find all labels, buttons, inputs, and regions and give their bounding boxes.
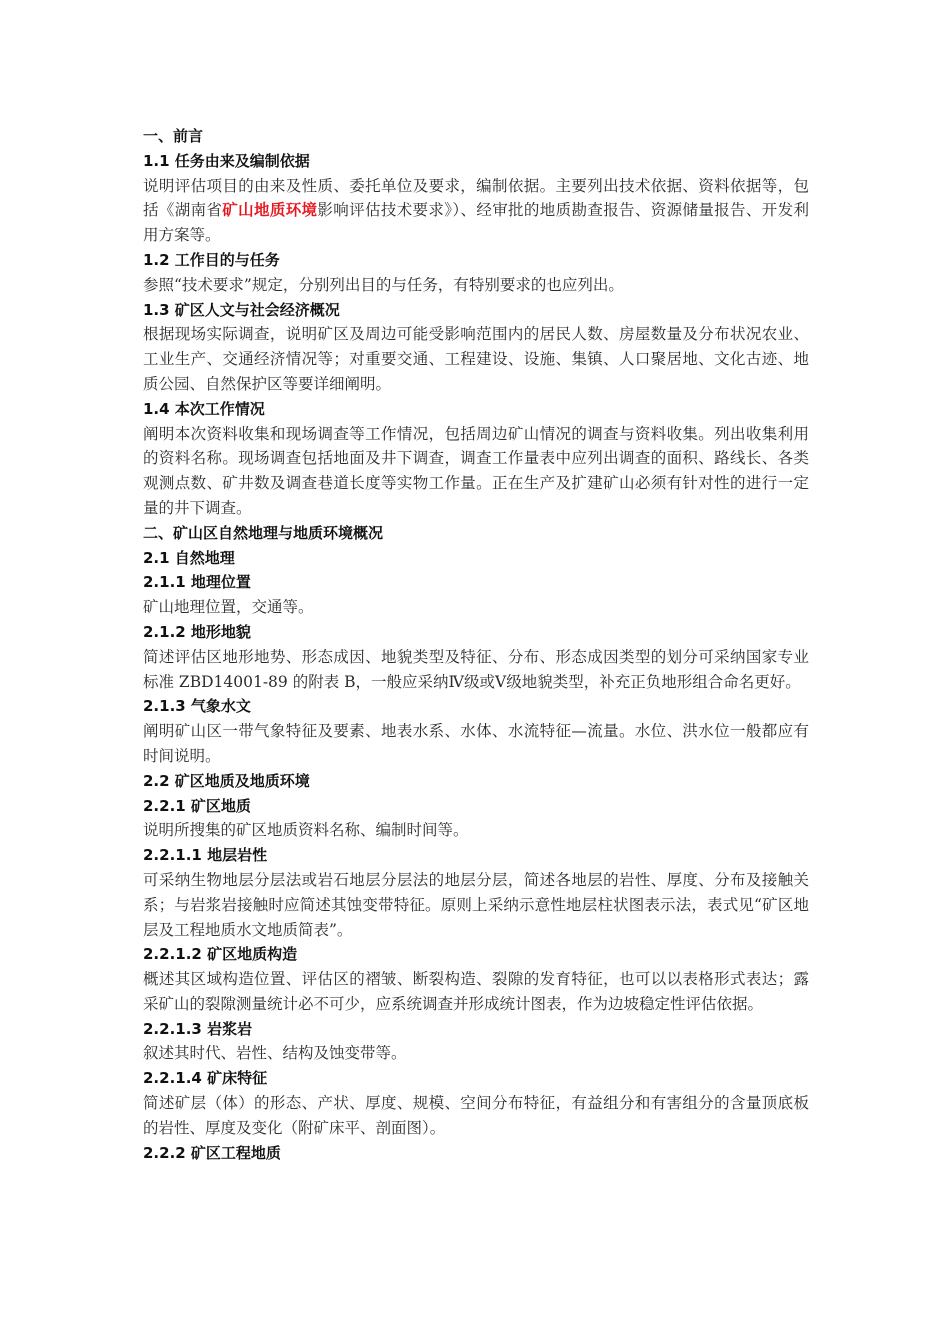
- section-heading: 2.2.1.1 地层岩性: [143, 846, 268, 865]
- section-heading: 2.2.2 矿区工程地质: [143, 1143, 281, 1162]
- section-heading: 2.1 自然地理: [143, 548, 235, 567]
- section-heading: 2.2.1.4 矿床特征: [143, 1069, 268, 1088]
- paragraph: 叙述其时代、岩性、结构及蚀变带等。: [143, 1044, 407, 1063]
- paragraph: 简述评估区地形地势、形态成因、地貌类型及特征、分布、形态成因类型的划分可采纳国家专业标准 ZBD14001-89 的附表 B，一般应采纳Ⅳ级或Ⅴ级地貌类型，补充正负地形组合命名更好。: [143, 647, 809, 691]
- paragraph: 概述其区域构造位置、评估区的褶皱、断裂构造、裂隙的发育特征，也可以以表格形式表达；露采矿山的裂隙测量统计必不可少，应系统调查并形成统计图表，作为边坡稳定性评估依据。: [143, 970, 809, 1013]
- section-heading: 2.1.2 地形地貌: [143, 622, 251, 641]
- highlighted-term: 矿山地质环境: [222, 201, 318, 220]
- paragraph: 说明评估项目的由来及性质、委托单位及要求，编制依据。主要列出技术依据、资料依据等，包括《湖南省矿山地质环境影响评估技术要求》）、经审批的地质勘查报告、资源储量报告、开发利用方案等。: [143, 176, 809, 245]
- paragraph: 矿山地理位置，交通等。: [143, 598, 314, 617]
- section-heading: 2.1.1 地理位置: [143, 573, 251, 592]
- paragraph: 简述矿层（体）的形态、产状、厚度、规模、空间分布特征，有益组分和有害组分的含量顶底板的岩性、厚度及变化（附矿床平、剖面图）。: [143, 1094, 809, 1137]
- section-heading: 1.1 任务由来及编制依据: [143, 151, 310, 170]
- document-body: [143, 124, 809, 1165]
- section-heading: 2.2.1.2 矿区地质构造: [143, 945, 298, 964]
- paragraph: 可采纳生物地层分层法或岩石地层分层法的地层分层，简述各地层的岩性、厚度、分布及接触关系；与岩浆岩接触时应简述其蚀变带特征。原则上采纳示意性地层柱状图表示法，表式见“矿区地层及工程地质水文地质简表”。: [143, 870, 809, 939]
- section-heading: 二、矿山区自然地理与地质环境概况: [143, 523, 384, 542]
- section-heading: 2.2 矿区地质及地质环境: [143, 771, 310, 790]
- paragraph: 根据现场实际调查，说明矿区及周边可能受影响范围内的居民人数、房屋数量及分布状况农业、工业生产、交通经济情况等；对重要交通、工程建设、设施、集镇、人口聚居地、文化古迹、地质公园、自然保护区等要详细阐明。: [143, 325, 809, 393]
- section-heading: 1.2 工作目的与任务: [143, 250, 280, 269]
- section-heading: 1.4 本次工作情况: [143, 399, 265, 418]
- section-heading: 一、前言: [143, 127, 204, 145]
- section-heading: 2.2.1 矿区地质: [143, 796, 251, 815]
- paragraph: 阐明本次资料收集和现场调查等工作情况，包括周边矿山情况的调查与资料收集。列出收集利用的资料名称。现场调查包括地面及井下调查，调查工作量表中应列出调查的面积、路线长、各类观测点数、矿井数及调查巷道长度等实物工作量。正在生产及扩建矿山必须有针对性的进行一定量的井下调查。: [143, 424, 809, 517]
- paragraph: 参照“技术要求”规定，分别列出目的与任务，有特别要求的也应列出。: [143, 275, 624, 294]
- section-heading: 2.1.3 气象水文: [143, 697, 251, 716]
- paragraph: 说明所搜集的矿区地质资料名称、编制时间等。: [143, 821, 469, 840]
- paragraph: 阐明矿山区一带气象特征及要素、地表水系、水体、水流特征—流量。水位、洪水位一般都应有时间说明。: [143, 722, 809, 765]
- section-heading: 2.2.1.3 岩浆岩: [143, 1019, 253, 1038]
- section-heading: 1.3 矿区人文与社会经济概况: [143, 300, 340, 319]
